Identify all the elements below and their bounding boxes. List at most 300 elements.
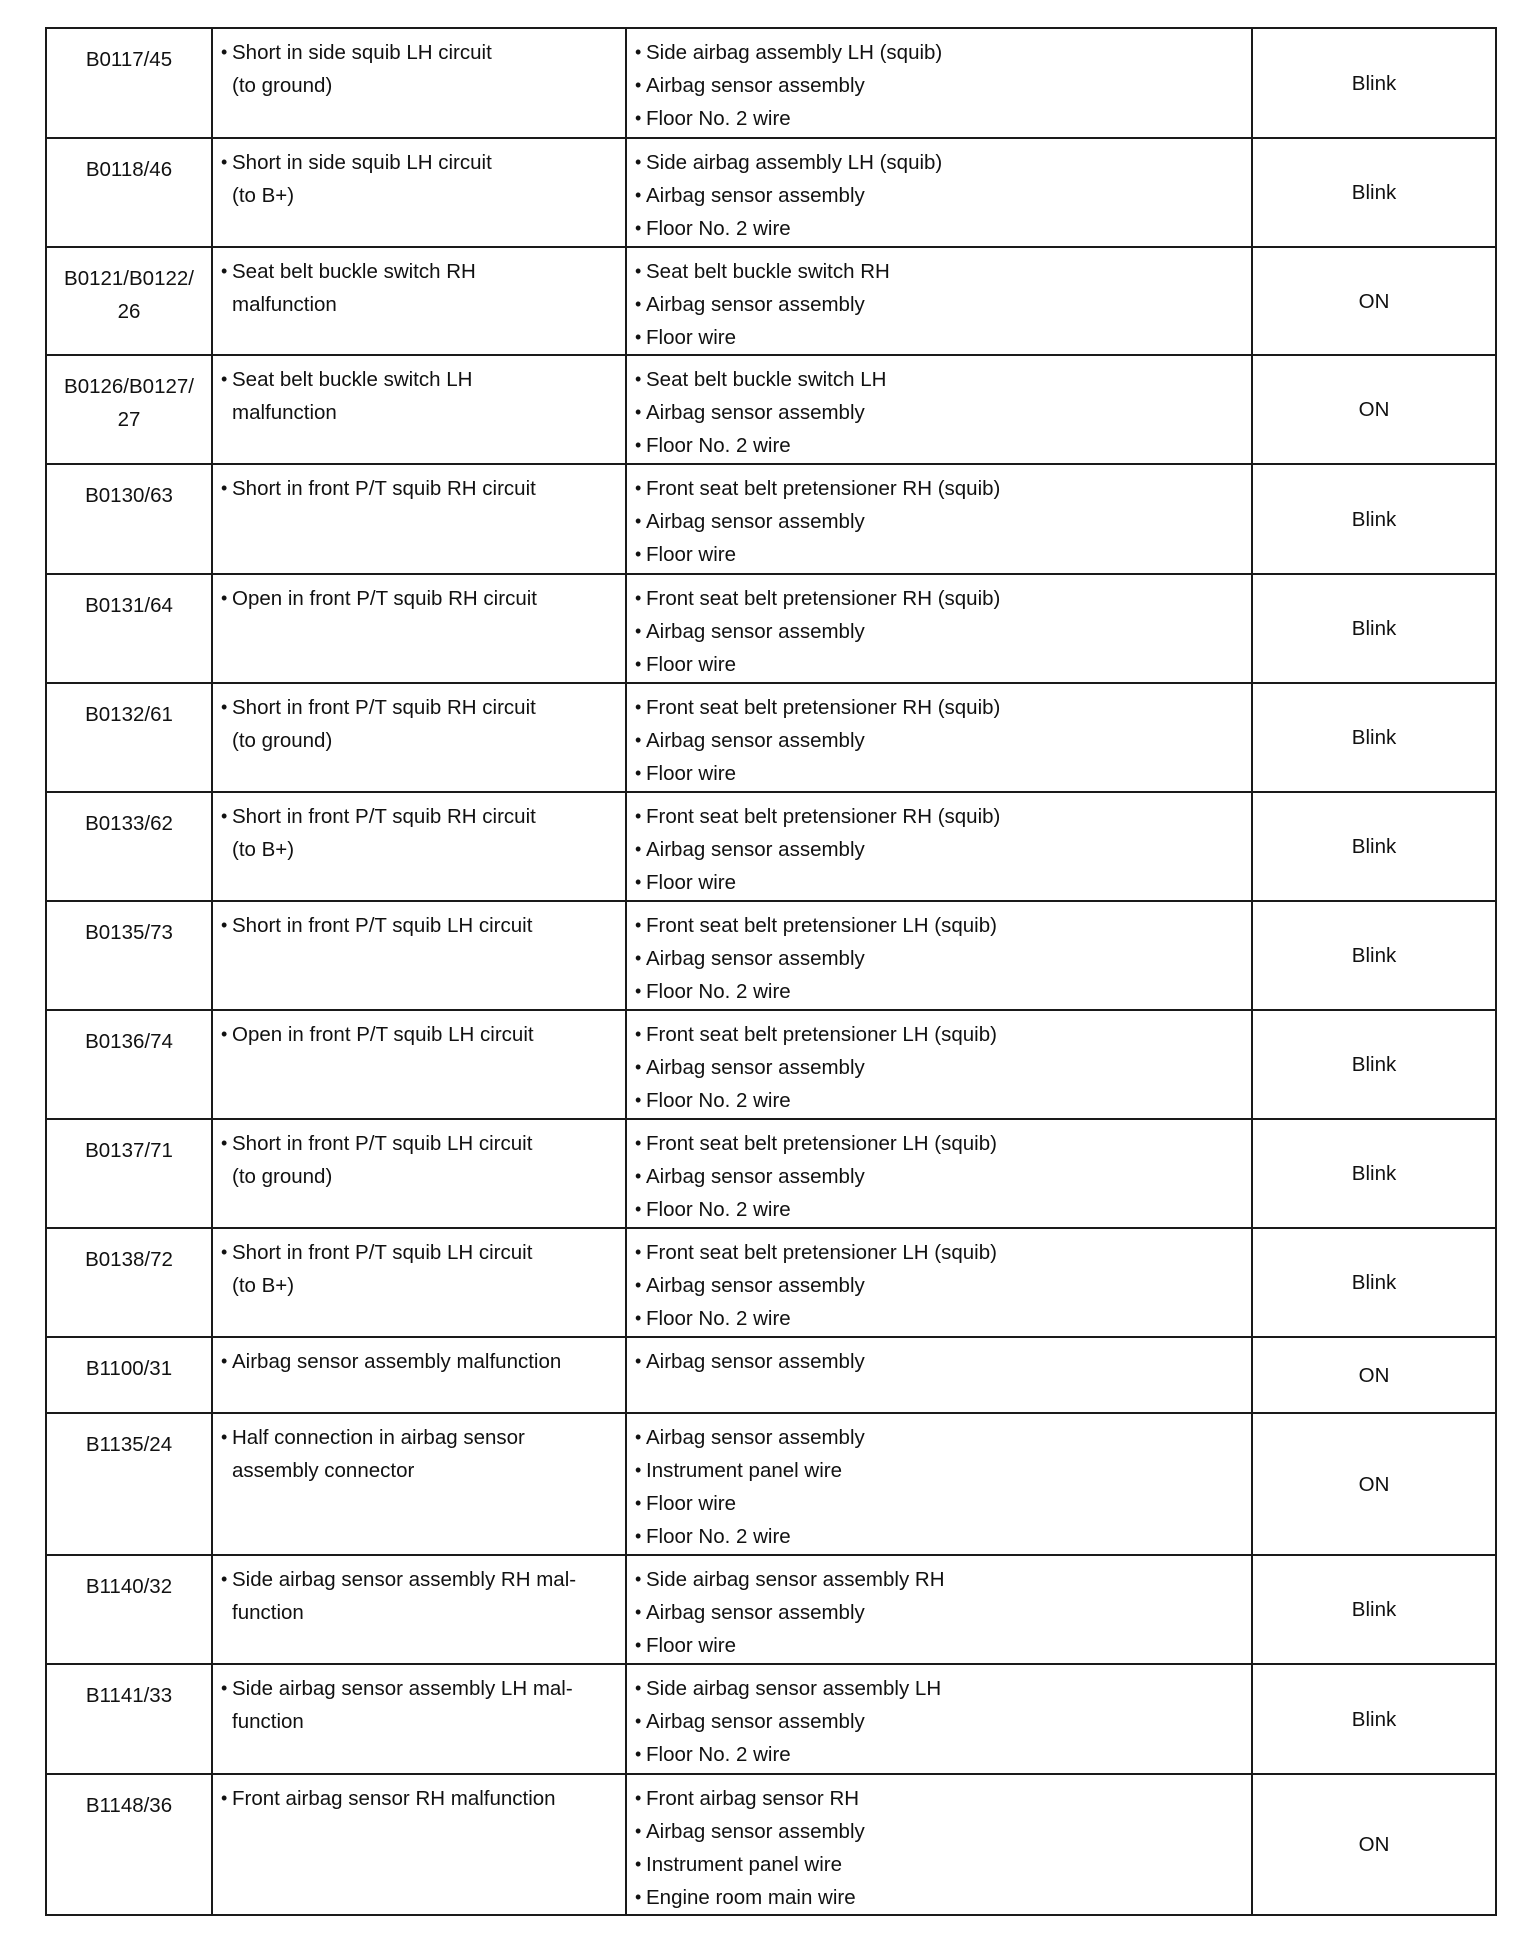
bullet-icon: • [221,697,228,717]
trouble-area-line [635,1815,1245,1848]
table-row [46,1228,1496,1337]
trouble-area-cell [626,1337,1252,1413]
detection-item-text: Side airbag sensor assembly LH mal- [232,1677,573,1700]
dtc-code-cell [46,355,212,464]
bullet-icon: • [221,152,228,172]
warning-light-status: Blink [1252,574,1496,683]
trouble-area-cell [626,28,1252,138]
detection-item-line [221,1345,619,1378]
detection-item-line [221,800,619,833]
bullet-icon: • [635,1427,642,1447]
bullet-icon: • [635,839,642,859]
detection-item-text: Airbag sensor assembly malfunction [232,1350,562,1373]
dtc-code-cell [46,1010,212,1119]
detection-item-text: Front airbag sensor RH malfunction [232,1787,556,1810]
detection-item-cell [212,1228,626,1337]
trouble-area-line [635,757,1245,790]
trouble-area-text: Floor wire [646,326,736,349]
detection-item-text: function [232,1710,304,1733]
warning-light-status: ON [1252,1413,1496,1555]
bullet-icon: • [221,1024,228,1044]
bullet-icon: • [635,1275,642,1295]
table-row [46,1555,1496,1664]
detection-item-cell [212,464,626,574]
warning-light-status: Blink [1252,1010,1496,1119]
trouble-area-cell [626,138,1252,247]
warning-light-status: Blink [1252,792,1496,901]
trouble-area-text: Front seat belt pretensioner RH (squib) [646,477,1001,500]
trouble-area-text: Airbag sensor assembly [646,1165,865,1188]
trouble-area-text: Floor No. 2 wire [646,1743,791,1766]
dtc-table [45,27,1497,1916]
detection-item-cell [212,28,626,138]
trouble-area-text: Floor No. 2 wire [646,1089,791,1112]
dtc-code-cell [46,1664,212,1774]
detection-item-line [221,1672,619,1705]
bullet-icon: • [635,1090,642,1110]
trouble-area-text: Airbag sensor assembly [646,1350,865,1373]
dtc-code: B1100/31 [85,1357,173,1380]
dtc-code-cell [46,1228,212,1337]
trouble-area-line [635,800,1245,833]
table-row [46,464,1496,574]
dtc-code: B0118/46 [85,158,173,181]
detection-item-text: Half connection in airbag sensor [232,1426,525,1449]
trouble-area-text: Front seat belt pretensioner LH (squib) [646,1132,997,1155]
trouble-area-text: Front seat belt pretensioner LH (squib) [646,1241,997,1264]
detection-item-cell [212,1664,626,1774]
trouble-area-text: Front airbag sensor RH [646,1787,860,1810]
trouble-area-text: Airbag sensor assembly [646,1056,865,1079]
trouble-area-text: Floor wire [646,543,736,566]
trouble-area-text: Front seat belt pretensioner RH (squib) [646,587,1001,610]
table-row [46,28,1496,138]
trouble-area-cell [626,1774,1252,1915]
bullet-icon: • [635,1602,642,1622]
bullet-icon: • [221,1133,228,1153]
dtc-code-cell [46,901,212,1010]
trouble-area-text: Airbag sensor assembly [646,401,865,424]
dtc-code: B0132/61 [85,703,173,726]
trouble-area-text: Floor wire [646,1492,736,1515]
trouble-area-line [635,615,1245,648]
dtc-code: B0136/74 [85,1030,173,1053]
dtc-code-cell [46,1774,212,1915]
trouble-area-text: Instrument panel wire [646,1459,842,1482]
bullet-icon: • [221,915,228,935]
trouble-area-cell [626,792,1252,901]
dtc-code: B0121/B0122/ 26 [64,267,194,323]
bullet-icon: • [635,1678,642,1698]
bullet-icon: • [635,806,642,826]
bullet-icon: • [221,1569,228,1589]
dtc-code-cell [46,1555,212,1664]
bullet-icon: • [635,588,642,608]
trouble-area-line [635,1629,1245,1662]
detection-item-cell [212,792,626,901]
bullet-icon: • [221,1788,228,1808]
detection-item-cell [212,247,626,355]
warning-light-status: Blink [1252,464,1496,574]
detection-item-text: Short in front P/T squib RH circuit [232,477,536,500]
warning-light-status: Blink [1252,683,1496,792]
trouble-area-text: Airbag sensor assembly [646,1820,865,1843]
detection-item-cell [212,1555,626,1664]
bullet-icon: • [635,1057,642,1077]
warning-light-status: ON [1252,1774,1496,1915]
trouble-area-text: Floor No. 2 wire [646,434,791,457]
bullet-icon: • [635,730,642,750]
trouble-area-text: Seat belt buckle switch LH [646,368,887,391]
bullet-icon: • [221,1427,228,1447]
trouble-area-line [635,1454,1245,1487]
bullet-icon: • [635,1351,642,1371]
bullet-icon: • [635,1887,642,1907]
dtc-code-cell [46,464,212,574]
bullet-icon: • [635,981,642,1001]
trouble-area-text: Airbag sensor assembly [646,1710,865,1733]
trouble-area-line [635,975,1245,1008]
bullet-icon: • [635,42,642,62]
detection-item-line [221,1782,619,1815]
table-row [46,1010,1496,1119]
warning-light-status: Blink [1252,1228,1496,1337]
trouble-area-cell [626,247,1252,355]
trouble-area-line [635,1738,1245,1771]
detection-item-cell [212,1337,626,1413]
trouble-area-text: Floor wire [646,653,736,676]
table-row [46,138,1496,247]
bullet-icon: • [635,185,642,205]
warning-light-status: ON [1252,355,1496,464]
detection-item-text: Short in side squib LH circuit [232,151,492,174]
detection-item-line [221,255,619,288]
trouble-area-text: Airbag sensor assembly [646,1426,865,1449]
dtc-code-cell [46,574,212,683]
trouble-area-text: Floor No. 2 wire [646,1525,791,1548]
bullet-icon: • [635,915,642,935]
dtc-code-cell [46,138,212,247]
trouble-area-text: Side airbag sensor assembly LH [646,1677,942,1700]
trouble-area-text: Front seat belt pretensioner RH (squib) [646,696,1001,719]
bullet-icon: • [635,435,642,455]
detection-item-text: (to ground) [232,1165,333,1188]
trouble-area-text: Airbag sensor assembly [646,74,865,97]
bullet-icon: • [635,1308,642,1328]
detection-item-text: Short in front P/T squib LH circuit [232,1241,533,1264]
detection-item-text: Open in front P/T squib RH circuit [232,587,537,610]
trouble-area-text: Front seat belt pretensioner LH (squib) [646,1023,997,1046]
trouble-area-text: Floor wire [646,1634,736,1657]
bullet-icon: • [635,872,642,892]
dtc-code: B1141/33 [85,1684,173,1707]
table-row [46,247,1496,355]
detection-item-cell [212,901,626,1010]
trouble-area-line [635,1596,1245,1629]
detection-item-cell [212,1774,626,1915]
trouble-area-line [635,69,1245,102]
trouble-area-line [635,866,1245,899]
trouble-area-cell [626,355,1252,464]
trouble-area-line [635,1051,1245,1084]
dtc-table-body [46,28,1496,1915]
trouble-area-text: Airbag sensor assembly [646,729,865,752]
detection-item-cell [212,138,626,247]
trouble-area-cell [626,901,1252,1010]
dtc-code-cell [46,683,212,792]
detection-item-text: malfunction [232,401,337,424]
trouble-area-line [635,1127,1245,1160]
bullet-icon: • [635,152,642,172]
trouble-area-line [635,833,1245,866]
trouble-area-line [635,691,1245,724]
bullet-icon: • [635,1744,642,1764]
bullet-icon: • [635,369,642,389]
trouble-area-line [635,942,1245,975]
trouble-area-text: Airbag sensor assembly [646,293,865,316]
dtc-code: B0131/64 [85,594,173,617]
detection-item-line [221,363,619,396]
trouble-area-line [635,1705,1245,1738]
bullet-icon: • [635,327,642,347]
trouble-area-line [635,1084,1245,1117]
trouble-area-line [635,429,1245,462]
bullet-icon: • [635,621,642,641]
detection-item-text: Seat belt buckle switch RH [232,260,476,283]
detection-item-text: Seat belt buckle switch LH [232,368,473,391]
trouble-area-line [635,1421,1245,1454]
trouble-area-cell [626,574,1252,683]
detection-item-text: Short in front P/T squib RH circuit [232,805,536,828]
detection-item-text: Short in front P/T squib RH circuit [232,696,536,719]
dtc-code-cell [46,1337,212,1413]
detection-item-line [221,1236,619,1269]
trouble-area-line [635,1160,1245,1193]
detection-item-text: (to B+) [232,838,295,861]
detection-item-text: malfunction [232,293,337,316]
trouble-area-line [635,1345,1245,1378]
trouble-area-text: Airbag sensor assembly [646,184,865,207]
trouble-area-cell [626,1119,1252,1228]
trouble-area-line [635,909,1245,942]
trouble-area-text: Floor No. 2 wire [646,107,791,130]
bullet-icon: • [635,1635,642,1655]
dtc-code-cell [46,1119,212,1228]
trouble-area-line [635,472,1245,505]
trouble-area-text: Front seat belt pretensioner RH (squib) [646,805,1001,828]
detection-item-cell [212,574,626,683]
warning-light-status: Blink [1252,1664,1496,1774]
detection-item-line [221,909,619,942]
trouble-area-line [635,1782,1245,1815]
bullet-icon: • [635,75,642,95]
trouble-area-text: Front seat belt pretensioner LH (squib) [646,914,997,937]
trouble-area-line [635,396,1245,429]
trouble-area-cell [626,1228,1252,1337]
detection-item-line [221,36,619,69]
dtc-code-cell [46,792,212,901]
bullet-icon: • [635,1024,642,1044]
trouble-area-text: Airbag sensor assembly [646,1274,865,1297]
bullet-icon: • [635,654,642,674]
detection-item-line [221,472,619,505]
trouble-area-line [635,1848,1245,1881]
dtc-code: B1135/24 [85,1433,173,1456]
detection-item-text: Short in front P/T squib LH circuit [232,914,533,937]
trouble-area-line [635,255,1245,288]
detection-item-line [221,1127,619,1160]
bullet-icon: • [635,1526,642,1546]
trouble-area-line [635,724,1245,757]
trouble-area-line [635,288,1245,321]
table-row [46,683,1496,792]
detection-item-line [221,582,619,615]
dtc-code-cell [46,1413,212,1555]
warning-light-status: ON [1252,1337,1496,1413]
trouble-area-line [635,582,1245,615]
trouble-area-text: Floor No. 2 wire [646,1307,791,1330]
trouble-area-cell [626,1413,1252,1555]
trouble-area-line [635,1520,1245,1553]
detection-item-text: Short in front P/T squib LH circuit [232,1132,533,1155]
dtc-code: B0133/62 [85,812,173,835]
trouble-area-cell [626,683,1252,792]
bullet-icon: • [221,478,228,498]
trouble-area-line [635,1672,1245,1705]
trouble-area-line [635,538,1245,571]
dtc-code: B0135/73 [85,921,173,944]
detection-item-cell [212,683,626,792]
dtc-code: B0126/B0127/ 27 [64,375,194,431]
table-row [46,1774,1496,1915]
trouble-area-text: Side airbag assembly LH (squib) [646,151,943,174]
trouble-area-line [635,1302,1245,1335]
detection-item-line [221,1421,619,1454]
trouble-area-cell [626,1010,1252,1119]
trouble-area-text: Engine room main wire [646,1886,856,1909]
bullet-icon: • [221,1678,228,1698]
bullet-icon: • [221,369,228,389]
trouble-area-line [635,212,1245,245]
trouble-area-text: Floor wire [646,871,736,894]
trouble-area-line [635,1236,1245,1269]
detection-item-text: (to ground) [232,74,333,97]
trouble-area-line [635,1487,1245,1520]
dtc-code: B0130/63 [85,484,173,507]
detection-item-cell [212,355,626,464]
bullet-icon: • [635,1460,642,1480]
warning-light-status: ON [1252,247,1496,355]
detection-item-text: Side airbag sensor assembly RH mal- [232,1568,577,1591]
bullet-icon: • [221,588,228,608]
detection-item-text: Short in side squib LH circuit [232,41,492,64]
dtc-code: B0137/71 [85,1139,173,1162]
bullet-icon: • [635,108,642,128]
detection-item-text: (to B+) [232,184,295,207]
trouble-area-text: Airbag sensor assembly [646,620,865,643]
bullet-icon: • [221,806,228,826]
table-row [46,1337,1496,1413]
dtc-code: B1140/32 [85,1575,173,1598]
detection-item-line [221,146,619,179]
trouble-area-text: Instrument panel wire [646,1853,842,1876]
table-row [46,355,1496,464]
bullet-icon: • [635,1788,642,1808]
bullet-icon: • [221,42,228,62]
trouble-area-text: Floor wire [646,762,736,785]
bullet-icon: • [635,261,642,281]
warning-light-status: Blink [1252,1119,1496,1228]
warning-light-status: Blink [1252,138,1496,247]
warning-light-status: Blink [1252,901,1496,1010]
detection-item-text: (to B+) [232,1274,295,1297]
trouble-area-text: Floor No. 2 wire [646,980,791,1003]
trouble-area-line [635,1563,1245,1596]
trouble-area-line [635,363,1245,396]
trouble-area-text: Side airbag sensor assembly RH [646,1568,945,1591]
detection-item-text: Open in front P/T squib LH circuit [232,1023,534,1046]
bullet-icon: • [635,697,642,717]
bullet-icon: • [635,1821,642,1841]
table-row [46,1119,1496,1228]
warning-light-status: Blink [1252,1555,1496,1664]
dtc-code: B0138/72 [85,1248,173,1271]
trouble-area-line [635,36,1245,69]
trouble-area-line [635,505,1245,538]
bullet-icon: • [635,294,642,314]
bullet-icon: • [635,1854,642,1874]
bullet-icon: • [635,1711,642,1731]
trouble-area-line [635,102,1245,135]
trouble-area-line [635,1193,1245,1226]
trouble-area-cell [626,1555,1252,1664]
bullet-icon: • [635,218,642,238]
table-row [46,792,1496,901]
bullet-icon: • [221,1351,228,1371]
bullet-icon: • [635,402,642,422]
detection-item-line [221,691,619,724]
table-row [46,1664,1496,1774]
bullet-icon: • [635,511,642,531]
trouble-area-text: Floor No. 2 wire [646,217,791,240]
trouble-area-line [635,321,1245,354]
trouble-area-line [635,1018,1245,1051]
bullet-icon: • [635,544,642,564]
trouble-area-text: Side airbag assembly LH (squib) [646,41,943,64]
dtc-code: B1148/36 [85,1794,173,1817]
trouble-area-text: Airbag sensor assembly [646,1601,865,1624]
detection-item-line [221,1563,619,1596]
trouble-area-text: Seat belt buckle switch RH [646,260,890,283]
bullet-icon: • [221,261,228,281]
detection-item-cell [212,1413,626,1555]
trouble-area-line [635,146,1245,179]
trouble-area-text: Airbag sensor assembly [646,947,865,970]
trouble-area-text: Airbag sensor assembly [646,838,865,861]
bullet-icon: • [635,1569,642,1589]
bullet-icon: • [635,478,642,498]
trouble-area-text: Airbag sensor assembly [646,510,865,533]
bullet-icon: • [635,1199,642,1219]
bullet-icon: • [635,1242,642,1262]
dtc-code-cell [46,247,212,355]
bullet-icon: • [635,1166,642,1186]
bullet-icon: • [635,763,642,783]
trouble-area-cell [626,464,1252,574]
bullet-icon: • [635,1133,642,1153]
trouble-area-line [635,1881,1245,1914]
bullet-icon: • [635,948,642,968]
